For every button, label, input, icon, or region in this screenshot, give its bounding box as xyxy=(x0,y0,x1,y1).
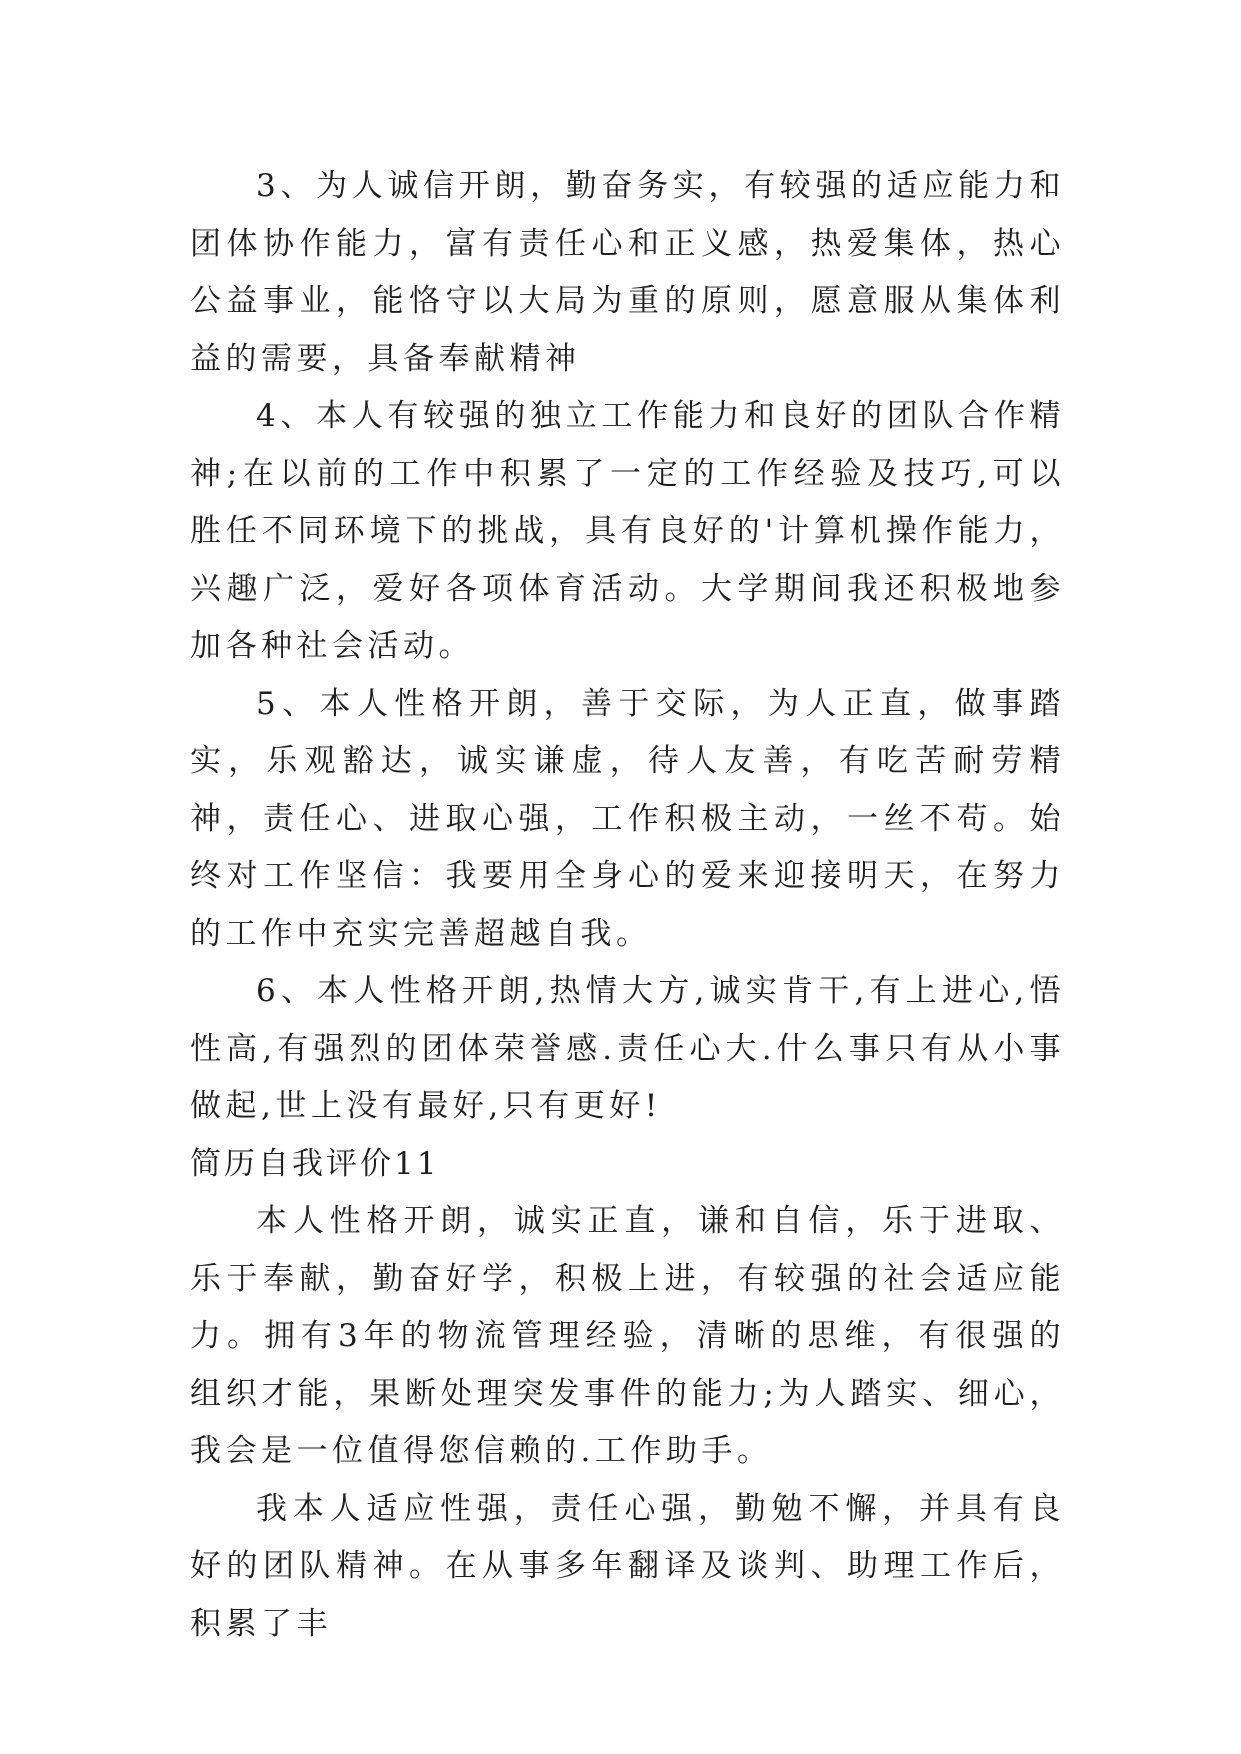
paragraph-personality: 本人性格开朗，诚实正直，谦和自信，乐于进取、乐于奉献，勤奋好学，积极上进，有较强的社会适应能力。拥有3年的物流管理经验，清晰的思维，有很强的组织才能，果断处理突发事件的能力;为人踏实、细心，我会是一位值得您信赖的.工作助手。 xyxy=(190,1203,1065,1469)
section-heading: 简历自我评价11 xyxy=(190,1145,440,1182)
document-body xyxy=(190,158,1065,1653)
paragraph-self-evaluation-3: 3、为人诚信开朗，勤奋务实，有较强的适应能力和团体协作能力，富有责任心和正义感，热爱集体，热心公益事业，能恪守以大局为重的原则，愿意服从集体利益的需要，具备奉献精神 xyxy=(190,168,1065,377)
paragraph-self-evaluation-4: 4、本人有较强的独立工作能力和良好的团队合作精神;在以前的工作中积累了一定的工作经验及技巧,可以胜任不同环境下的挑战，具有良好的'计算机操作能力，兴趣广泛，爱好各项体育活动。大学期间我还积极地参加各种社会活动。 xyxy=(190,398,1065,664)
paragraph-adaptability: 我本人适应性强，责任心强，勤勉不懈，并具有良好的团队精神。在从事多年翻译及谈判、助理工作后，积累了丰 xyxy=(190,1490,1065,1642)
paragraph-self-evaluation-5: 5、本人性格开朗，善于交际，为人正直，做事踏实，乐观豁达，诚实谦虚，待人友善，有吃苦耐劳精神，责任心、进取心强，工作积极主动，一丝不苟。始终对工作坚信：我要用全身心的爱来迎接明天，在努力的工作中充实完善超越自我。 xyxy=(190,685,1065,952)
paragraph-self-evaluation-6: 6、本人性格开朗,热情大方,诚实肯干,有上进心,悟性高,有强烈的团体荣誉感.责任心大.什么事只有从小事做起,世上没有最好,只有更好! xyxy=(190,973,1065,1124)
